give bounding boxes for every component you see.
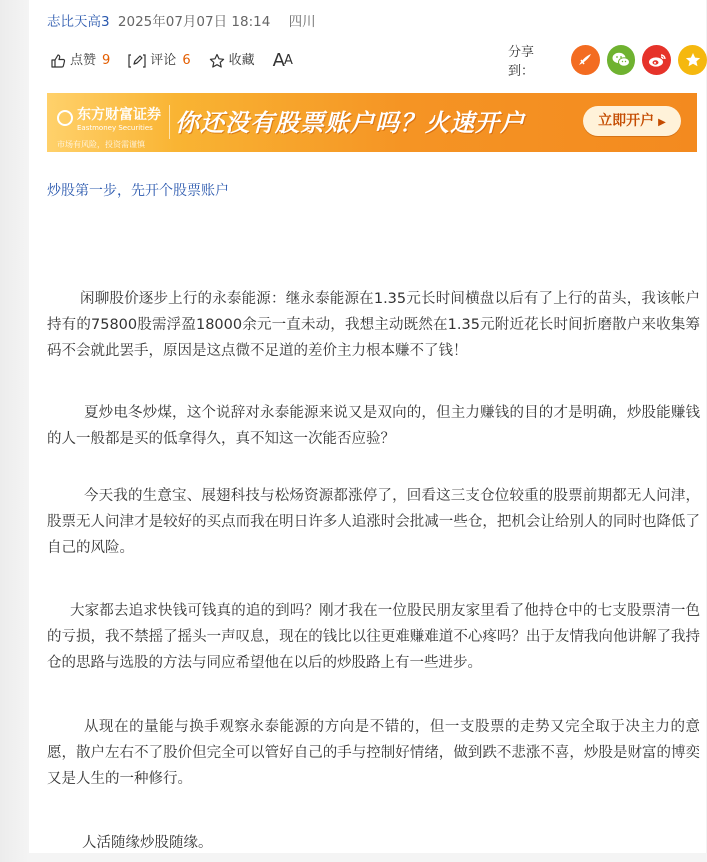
banner-divider	[169, 105, 170, 139]
article-actions	[50, 50, 310, 72]
article-paragraph: 闲聊股价逐步上行的永泰能源：继永泰能源在1.35元长时间横盘以后有了上行的苗头，我该帐户持有的75800股需浮盈18000余元一直未动，我想主动既然在1.35元附近花长时间折磨散户来收集筹码不会就此罢手，原因是这点微不足道的差价主力根本赚不了钱！	[47, 291, 700, 359]
article-paragraph: 从现在的量能与换手观察永泰能源的方向是不错的，但一支股票的走势又完全取于决主力的意愿，散户左右不了股价但完全可以管好自己的手与控制好情绪，做到跌不悲涨不喜，炒股是财富的博奕又是人生的一种修行。	[47, 719, 700, 787]
eastmoney-logo	[57, 107, 165, 137]
article-paragraph: 人活随缘炒股随缘。	[82, 835, 213, 851]
favorite-button[interactable]	[209, 50, 255, 72]
open-account-label: 立即开户	[598, 113, 655, 129]
font-size-button[interactable]	[273, 50, 292, 72]
article-meta	[47, 13, 316, 31]
star-icon	[209, 53, 225, 69]
author-link[interactable]: 志比天高3	[47, 14, 110, 30]
banner-headline: 你还没有股票账户吗？火速开户	[175, 109, 525, 137]
article-paragraph: 大家都去追求快钱可钱真的追的到吗？刚才我在一位股民朋友家里看了他持仓中的七支股票清一色的亏损，我不禁摇了摇头一声叹息，现在的钱比以往更难赚难道不心疼吗？出于友情我向他讲解了我持仓的思路与选股的方法与同应希望他在以后的炒股路上有一些进步。	[47, 603, 700, 671]
page-bottom-edge	[29, 853, 707, 862]
eastmoney-logo-icon	[57, 110, 73, 126]
wechat-icon	[611, 51, 631, 69]
share-wechat-button[interactable]	[607, 45, 636, 75]
favorite-label: 收藏	[228, 53, 255, 68]
publish-time: 2025年07月07日 18:14	[117, 14, 271, 30]
eastmoney-icon	[576, 51, 594, 69]
share-bar	[508, 44, 707, 79]
article-paragraph: 今天我的生意宝、展翅科技与松炀资源都涨停了，回看这三支仓位较重的股票前期都无人问津，股票无人问津才是较好的买点而我在明日许多人追涨时会批减一些仓，把机会让给别人的同时也降低了自己的风险。	[47, 488, 700, 556]
share-label: 分享到：	[508, 45, 535, 79]
comment-edit-icon	[128, 53, 146, 69]
article-paragraph: 夏炒电冬炒煤，这个说辞对永泰能源来说又是双向的，但主力赚钱的目的才是明确，炒股能赚钱的人一般都是买的低拿得久，真不知这一次能否应验？	[47, 405, 700, 447]
open-account-link[interactable]: 炒股第一步，先开个股票账户	[47, 183, 229, 199]
like-count: 9	[102, 53, 111, 68]
ip-location: 四川	[288, 14, 316, 30]
font-size-large-a: A	[272, 50, 284, 71]
thumbs-up-icon	[50, 53, 66, 69]
weibo-icon	[647, 51, 667, 69]
arrow-right-icon: ▶	[658, 117, 666, 128]
font-size-small-a: A	[283, 53, 292, 68]
like-label: 点赞	[70, 53, 97, 68]
open-account-button[interactable]	[583, 106, 681, 136]
comment-label: 评论	[150, 53, 177, 68]
share-weibo-button[interactable]	[642, 45, 671, 75]
share-qzone-button[interactable]	[678, 45, 707, 75]
brand-name-cn: 东方财富证券	[77, 107, 161, 123]
like-button[interactable]	[50, 50, 110, 72]
risk-note: 市场有风险，投资需谨慎	[57, 140, 145, 149]
comment-button[interactable]	[128, 50, 190, 72]
page-gutter	[0, 0, 29, 862]
qzone-icon	[684, 51, 702, 69]
share-eastmoney-button[interactable]	[571, 45, 600, 75]
brand-name-en: Eastmoney Securities	[77, 124, 153, 132]
comment-count: 6	[182, 53, 191, 68]
